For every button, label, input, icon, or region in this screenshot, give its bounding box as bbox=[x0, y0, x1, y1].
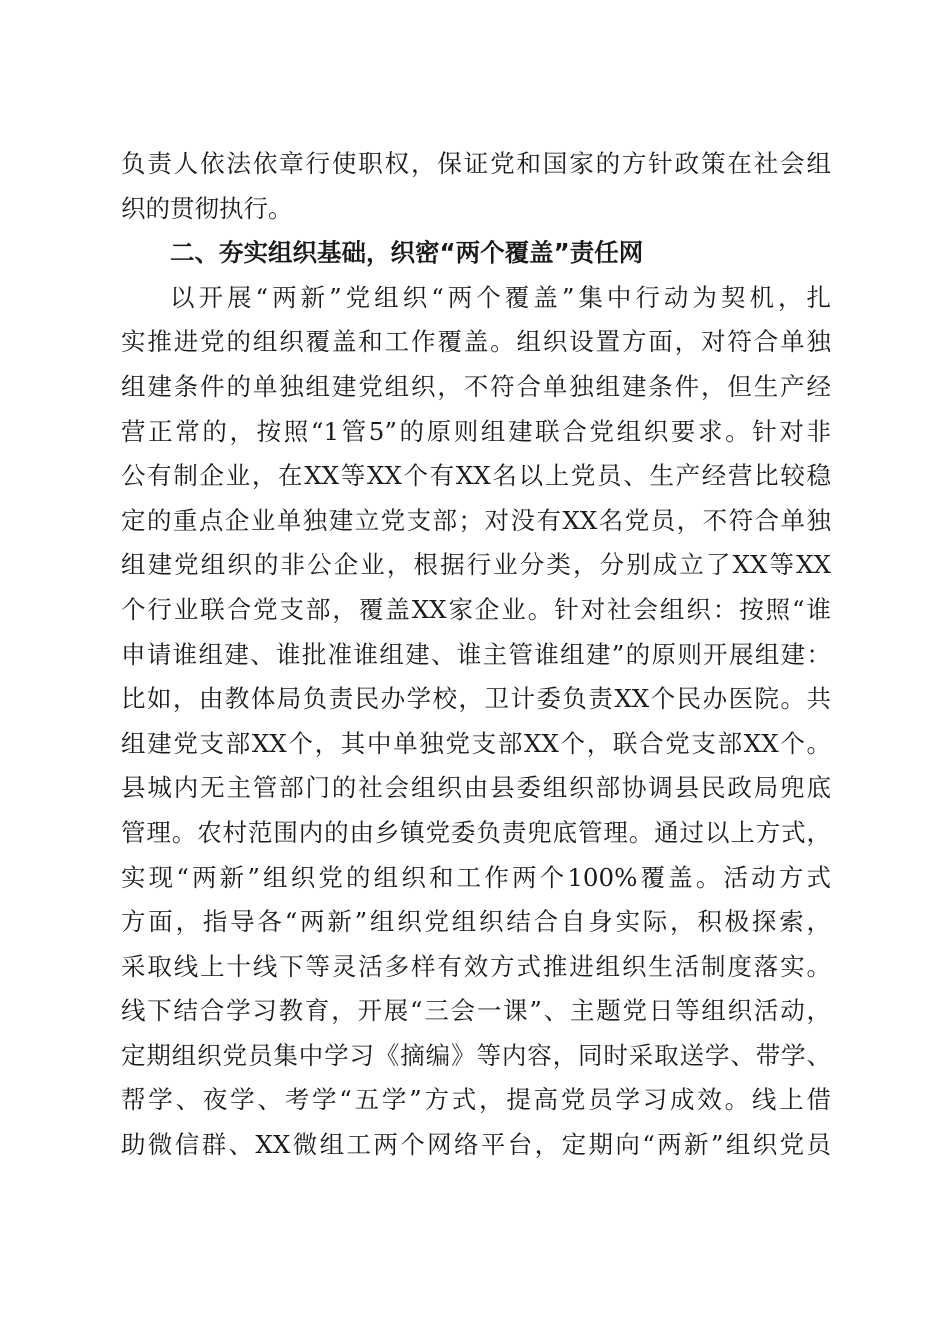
body-text-line: 帮学、夜学、考学“五学”方式，提高党员学习成效。线上借 bbox=[121, 1085, 831, 1115]
body-text-line: 方面，指导各“两新”组织党组织结合自身实际，积极探索， bbox=[121, 907, 831, 937]
body-text-line: 组建党支部XX个，其中单独党支部XX个，联合党支部XX个。 bbox=[121, 728, 831, 758]
body-text-line: 申请谁组建、谁批准谁组建、谁主管谁组建”的原则开展组建： bbox=[121, 639, 831, 669]
body-text-line: 负责人依法依章行使职权，保证党和国家的方针政策在社会组 bbox=[121, 149, 831, 178]
body-text-line: 组建党组织的非公企业，根据行业分类，分别成立了XX等XX bbox=[121, 550, 831, 580]
body-text-line: 个行业联合党支部，覆盖XX家企业。针对社会组织：按照“谁 bbox=[121, 594, 831, 624]
section-heading: 二、夯实组织基础，织密“两个覆盖”责任网 bbox=[170, 238, 644, 268]
body-text-line: 比如，由教体局负责民办学校，卫计委负责XX个民办医院。共 bbox=[121, 684, 831, 714]
document-body bbox=[121, 142, 831, 1168]
body-text-line: 营正常的，按照“1管5”的原则组建联合党组织要求。针对非 bbox=[121, 416, 831, 446]
body-text-line: 以开展“两新”党组织“两个覆盖”集中行动为契机，扎 bbox=[170, 282, 831, 312]
body-text-line: 采取线上十线下等灵活多样有效方式推进组织生活制度落实。 bbox=[121, 951, 831, 981]
body-text-line: 县城内无主管部门的社会组织由县委组织部协调县民政局兜底 bbox=[121, 773, 831, 803]
body-text-line: 定期组织党员集中学习《摘编》等内容，同时采取送学、带学、 bbox=[121, 1040, 831, 1070]
body-text-line: 组建条件的单独组建党组织，不符合单独组建条件，但生产经 bbox=[121, 371, 831, 401]
body-text-line: 助微信群、XX微组工两个网络平台，定期向“两新”组织党员 bbox=[121, 1130, 831, 1160]
body-text-line: 管理。农村范围内的由乡镇党委负责兜底管理。通过以上方式， bbox=[121, 817, 831, 847]
body-text-line: 实推进党的组织覆盖和工作覆盖。组织设置方面，对符合单独 bbox=[121, 327, 831, 357]
body-text-line: 实现“两新”组织党的组织和工作两个100%覆盖。活动方式 bbox=[121, 862, 831, 892]
body-text-line: 织的贯彻执行。 bbox=[121, 193, 293, 223]
body-text-line: 定的重点企业单独建立党支部；对没有XX名党员，不符合单独 bbox=[121, 505, 831, 535]
body-text-line: 公有制企业，在XX等XX个有XX名以上党员、生产经营比较稳 bbox=[121, 461, 831, 491]
body-text-line: 线下结合学习教育，开展“三会一课”、主题党日等组织活动， bbox=[121, 996, 831, 1026]
